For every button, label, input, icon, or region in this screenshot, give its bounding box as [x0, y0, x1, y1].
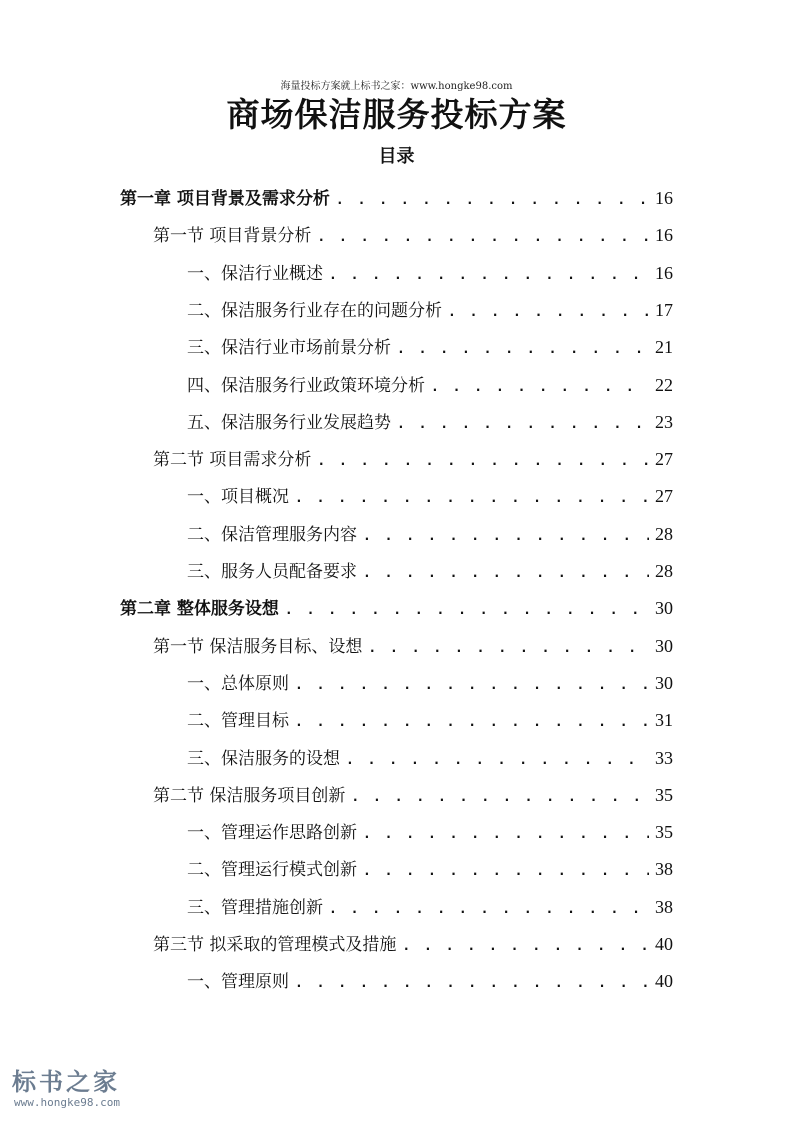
toc-dot-leader [317, 448, 649, 473]
toc-page-number: 17 [655, 300, 673, 320]
toc-entry-title: 四、保洁服务行业政策环境分析 [187, 376, 425, 396]
toc-entry-title: 三、保洁服务的设想 [187, 749, 340, 769]
toc-subsection-entry[interactable] [187, 893, 673, 921]
toc-dot-leader [295, 672, 649, 697]
toc-dot-leader [329, 896, 649, 921]
toc-heading: 目录 [378, 146, 415, 167]
toc-section-entry[interactable] [153, 221, 673, 249]
toc-page-number: 31 [655, 710, 673, 730]
toc-entry-title: 五、保洁服务行业发展趋势 [187, 413, 391, 433]
toc-dot-leader [329, 262, 649, 287]
toc-page-number: 16 [655, 263, 673, 283]
toc-subsection-entry[interactable] [187, 855, 673, 883]
toc-page-number: 35 [655, 785, 673, 805]
toc-subsection-entry[interactable] [187, 744, 673, 772]
toc-chapter-entry[interactable] [120, 184, 673, 212]
toc-dot-leader [363, 560, 649, 585]
toc-page-number: 27 [655, 486, 673, 506]
toc-subsection-entry[interactable] [187, 967, 673, 995]
toc-dot-leader [295, 970, 649, 995]
toc-dot-leader [402, 933, 649, 958]
toc-entry-title: 第一节 项目背景分析 [153, 226, 312, 246]
toc-entry-title: 一、总体原则 [187, 674, 289, 694]
toc-entry-title: 第二章 整体服务设想 [120, 599, 279, 619]
toc-subsection-entry[interactable] [187, 371, 673, 399]
toc-entry-title: 二、管理运行模式创新 [187, 860, 357, 880]
toc-page-number: 16 [655, 188, 673, 208]
toc-dot-leader [431, 374, 649, 399]
toc-subsection-entry[interactable] [187, 408, 673, 436]
toc-section-entry[interactable] [153, 445, 673, 473]
toc-entry-title: 第一章 项目背景及需求分析 [120, 189, 330, 209]
toc-entry-title: 二、管理目标 [187, 711, 289, 731]
toc-dot-leader [285, 597, 649, 622]
toc-subsection-entry[interactable] [187, 296, 673, 324]
toc-page-number: 30 [655, 673, 673, 693]
toc-page-number: 40 [655, 971, 673, 991]
toc-entry-title: 第三节 拟采取的管理模式及措施 [153, 935, 397, 955]
toc-page-number: 38 [655, 859, 673, 879]
toc-page-number: 40 [655, 934, 673, 954]
toc-subsection-entry[interactable] [187, 259, 673, 287]
toc-entry-title: 一、保洁行业概述 [187, 264, 323, 284]
toc-entry-title: 二、保洁服务行业存在的问题分析 [187, 301, 442, 321]
toc-entry-title: 一、项目概况 [187, 487, 289, 507]
toc-page-number: 22 [655, 375, 673, 395]
toc-dot-leader [295, 485, 649, 510]
toc-dot-leader [336, 187, 649, 212]
toc-entry-title: 一、管理运作思路创新 [187, 823, 357, 843]
toc-dot-leader [317, 224, 649, 249]
toc-dot-leader [351, 784, 649, 809]
toc-entry-title: 三、保洁行业市场前景分析 [187, 338, 391, 358]
toc-page-number: 30 [655, 636, 673, 656]
toc-entry-title: 三、服务人员配备要求 [187, 562, 357, 582]
toc-page-number: 27 [655, 449, 673, 469]
toc-section-entry[interactable] [153, 781, 673, 809]
toc-entry-title: 第二节 项目需求分析 [153, 450, 312, 470]
watermark-logo: 标书之家 [12, 1068, 120, 1096]
toc-subsection-entry[interactable] [187, 706, 673, 734]
toc-entry-title: 第二节 保洁服务项目创新 [153, 786, 346, 806]
toc-dot-leader [363, 523, 649, 548]
toc-page-number: 16 [655, 225, 673, 245]
toc-chapter-entry[interactable] [120, 594, 673, 622]
toc-dot-leader [368, 635, 649, 660]
toc-dot-leader [346, 747, 649, 772]
toc-entry-title: 一、管理原则 [187, 972, 289, 992]
toc-page-number: 28 [655, 561, 673, 581]
toc-entry-title: 二、保洁管理服务内容 [187, 525, 357, 545]
toc-subsection-entry[interactable] [187, 818, 673, 846]
toc-section-entry[interactable] [153, 632, 673, 660]
toc-dot-leader [363, 821, 649, 846]
toc-subsection-entry[interactable] [187, 557, 673, 585]
watermark [12, 1062, 172, 1112]
toc-page-number: 38 [655, 897, 673, 917]
toc-page-number: 23 [655, 412, 673, 432]
toc-page-number: 35 [655, 822, 673, 842]
toc-dot-leader [295, 709, 649, 734]
toc-dot-leader [448, 299, 649, 324]
toc-page-number: 28 [655, 524, 673, 544]
header-note: 海量投标方案就上标书之家：www.hongke98.com [280, 81, 513, 92]
toc-page-number: 30 [655, 598, 673, 618]
toc-entry-title: 三、管理措施创新 [187, 898, 323, 918]
toc-dot-leader [363, 858, 649, 883]
watermark-url: www.hongke98.com [14, 1096, 120, 1109]
toc-section-entry[interactable] [153, 930, 673, 958]
document-title: 商场保洁服务投标方案 [226, 95, 567, 134]
toc-subsection-entry[interactable] [187, 669, 673, 697]
toc-subsection-entry[interactable] [187, 520, 673, 548]
toc-entry-title: 第一节 保洁服务目标、设想 [153, 637, 363, 657]
toc-page-number: 21 [655, 337, 673, 357]
toc-page-number: 33 [655, 748, 673, 768]
toc-subsection-entry[interactable] [187, 333, 673, 361]
toc-dot-leader [397, 411, 649, 436]
toc-subsection-entry[interactable] [187, 482, 673, 510]
toc-dot-leader [397, 336, 649, 361]
